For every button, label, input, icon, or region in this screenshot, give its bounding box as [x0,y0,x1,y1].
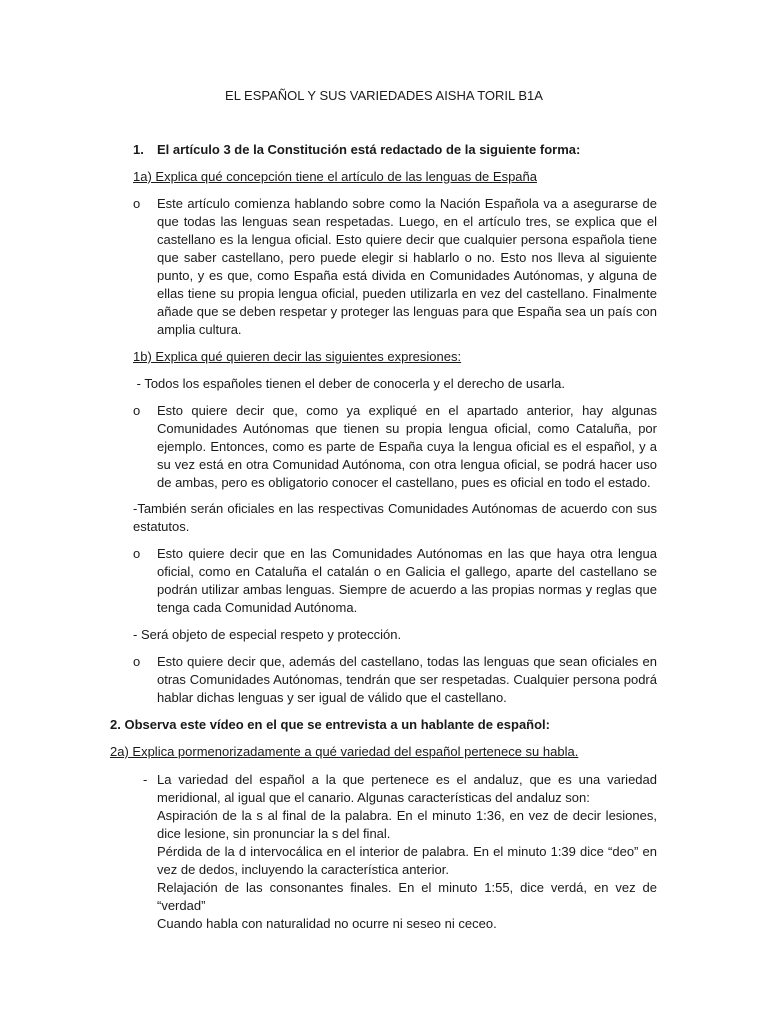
answer-2a [133,771,657,933]
bullet-marker: o [133,654,141,669]
answer-expression-3 [133,653,657,707]
question-2-heading: 2. Observa este vídeo en el que se entrevista a un hablante de español: [110,717,550,732]
answer-expression-3-text: Esto quiere decir que, además del castellano, todas las lenguas que sean oficiales en otras Comunidades Autónomas, tendrán que ser respetadas. Cualquier persona podrá hablar dichas lenguas y ser igual de válido que el castellano. [157,654,657,705]
question-2a-prompt: 2a) Explica pormenorizadamente a qué variedad del español pertenece su habla. [110,744,579,759]
answer-2a-line: Pérdida de la d intervocálica en el interior de palabra. En el minuto 1:39 dice “deo” en vez de dedos, incluyendo la característica anterior. [157,844,657,877]
bullet-marker: o [133,196,141,211]
question-1a-prompt: 1a) Explica qué concepción tiene el artículo de las lenguas de España [133,169,537,184]
answer-2a-line: La variedad del español a la que pertenece es el andaluz, que es una variedad meridional, al igual que el canario. Algunas características del andaluz son: [157,772,657,805]
question-1b-prompt: 1b) Explica qué quieren decir las siguientes expresiones: [133,349,462,364]
answer-2a-lines [157,771,657,933]
answer-expression-1-text: Esto quiere decir que, como ya expliqué en el apartado anterior, hay algunas Comunidades Autónomas que tienen su propia lengua oficial, como Cataluña, por ejemplo. Entonces, como es parte de España cuya la lengua oficial es el español, y a su vez está en otra Comunidad Autónoma, con otra lengua oficial, se podrá hacer uso de ambas, pero es obligatorio conocer el castellano, pues es oficial en todo el estado. [157,403,657,490]
question-1-heading [133,141,673,159]
answer-2a-line: Cuando habla con naturalidad no ocurre ni seseo ni ceceo. [157,916,497,931]
answer-1a-text: Este artículo comienza hablando sobre como la Nación Española va a asegurarse de que todas las lenguas sean respetadas. Luego, en el artículo tres, se explica que el castellano es la lengua oficial. Esto quiere decir que cualquier persona española tiene que saber castellano, pero puede elegir si hablarlo o no. Esto nos lleva al siguiente punto, y es que, como España está divida en Comunidades Autónomas, y alguna de ellas tiene su propia lengua oficial, pueden utilizarla en vez del castellano. Finalmente añade que se deben respetar y proteger las lenguas para que España sea un país con amplia cultura. [157,196,657,337]
bullet-marker: o [133,403,141,418]
bullet-marker: o [133,546,141,561]
answer-expression-2-text: Esto quiere decir que en las Comunidades Autónomas en las que haya otra lengua oficial, como en Cataluña el catalán o en Galicia el gallego, aparte del castellano se podrán utilizar ambas lenguas. Siempre de acuerdo a las propias normas y reglas que tenga cada Comunidad Autónoma. [157,546,657,615]
question-1-number: 1. [133,142,144,157]
expression-2: -También serán oficiales en las respectivas Comunidades Autónomas de acuerdo con sus estatutos. [133,501,657,534]
question-1-text: El artículo 3 de la Constitución está redactado de la siguiente forma: [157,142,581,157]
answer-expression-2 [133,545,657,617]
answer-1a [133,195,657,339]
answer-2a-line: Aspiración de la s al final de la palabra. En el minuto 1:36, en vez de decir lesiones, dice lesione, sin pronunciar la s del final. [157,808,657,841]
document-title: EL ESPAÑOL Y SUS VARIEDADES AISHA TORIL B1A [225,88,543,103]
expression-1: - Todos los españoles tienen el deber de conocerla y el derecho de usarla. [133,376,565,391]
answer-2a-line: Relajación de las consonantes finales. En el minuto 1:55, dice verdá, en vez de “verdad” [157,880,657,913]
dash-marker: - [143,772,148,787]
expression-3: - Será objeto de especial respeto y protección. [133,627,402,642]
answer-expression-1 [133,402,657,492]
